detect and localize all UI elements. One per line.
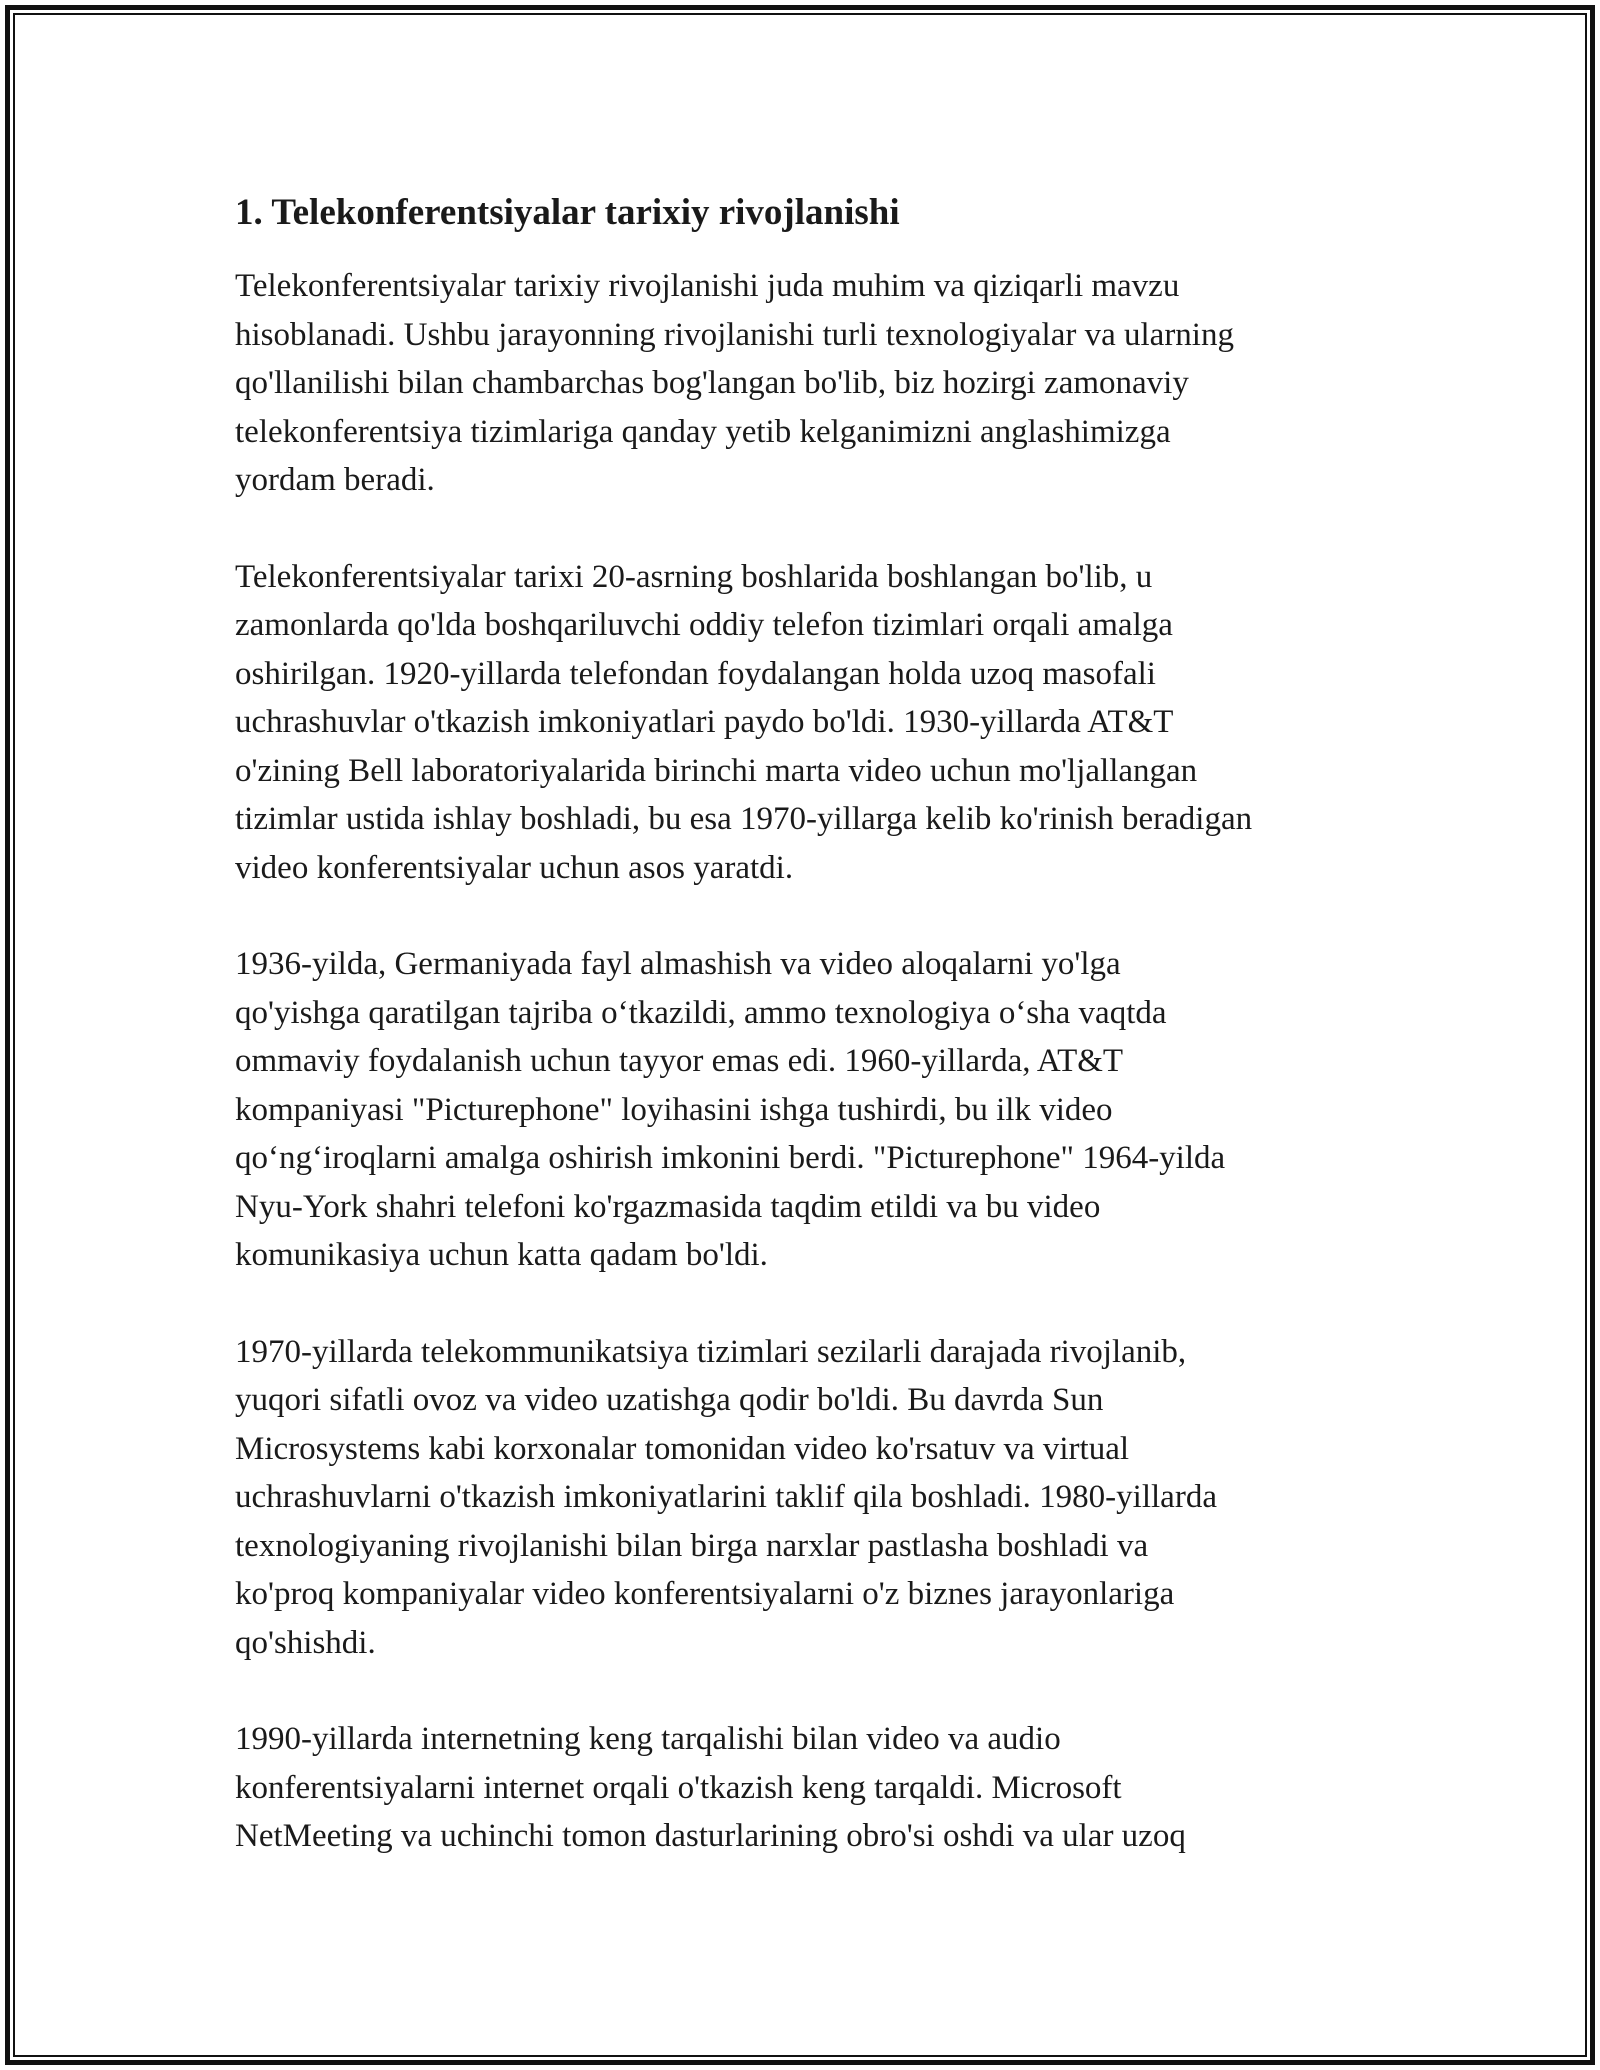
text-line: qo'llanilishi bilan chambarchas bog'langan bo'lib, biz hozirgi zamonaviy (235, 365, 1189, 401)
document-body (235, 188, 1375, 1909)
paragraph-5 (235, 1715, 1375, 1861)
text-line: Telekonferentsiyalar tarixi 20-asrning boshlarida boshlangan bo'lib, u (235, 558, 1153, 595)
text-line: 1990-yillarda internetning keng tarqalishi bilan video va audio (235, 1721, 1061, 1757)
text-line: uchrashuvlarni o'tkazish imkoniyatlarini taklif qila boshladi. 1980-yillarda (235, 1479, 1217, 1515)
text-line: qo'shishdi. (235, 1624, 376, 1661)
text-line: qo'yishga qaratilgan tajriba o‘tkazildi, ammo texnologiya o‘sha vaqtda (235, 994, 1167, 1031)
section-title: 1. Telekonferentsiyalar tarixiy rivojlanishi (235, 192, 900, 233)
text-line: NetMeeting va uchinchi tomon dasturlarining obro'si oshdi va ular uzoq (235, 1818, 1186, 1854)
text-line: telekonferentsiya tizimlariga qanday yetib kelganimizni anglashimizga (235, 413, 1171, 450)
paragraph-2 (235, 553, 1375, 893)
text-line: uchrashuvlar o'tkazish imkoniyatlari paydo bo'ldi. 1930-yillarda AT&T (235, 704, 1174, 740)
text-line: hisoblanadi. Ushbu jarayonning rivojlanishi turli texnologiyalar va ularning (235, 316, 1234, 353)
text-line: texnologiyaning rivojlanishi bilan birga narxlar pastlasha boshladi va (235, 1527, 1149, 1564)
paragraph-3 (235, 940, 1375, 1280)
text-line: 1970-yillarda telekommunikatsiya tizimlari sezilarli darajada rivojlanib, (235, 1333, 1187, 1370)
text-line: 1936-yilda, Germaniyada fayl almashish va video aloqalarni yo'lga (235, 946, 1121, 982)
text-line: Nyu-York shahri telefoni ko'rgazmasida taqdim etildi va bu video (235, 1188, 1101, 1225)
text-line: Telekonferentsiyalar tarixiy rivojlanishi juda muhim va qiziqarli mavzu (235, 268, 1180, 304)
text-line: konferentsiyalarni internet orqali o'tkazish keng tarqaldi. Microsoft (235, 1769, 1122, 1806)
paragraph-1 (235, 262, 1375, 505)
text-line: yordam beradi. (235, 462, 435, 498)
text-line: ko'proq kompaniyalar video konferentsiyalarni o'z biznes jarayonlariga (235, 1576, 1175, 1612)
text-line: qo‘ng‘iroqlarni amalga oshirish imkonini berdi. "Picturephone" 1964-yilda (235, 1140, 1226, 1176)
text-line: ommaviy foydalanish uchun tayyor emas edi. 1960-yillarda, AT&T (235, 1043, 1124, 1079)
text-line: zamonlarda qo'lda boshqariluvchi oddiy telefon tizimlari orqali amalga (235, 607, 1173, 643)
text-line: tizimlar ustida ishlay boshladi, bu esa 1970-yillarga kelib ko'rinish beradigan (235, 801, 1253, 837)
text-line: Microsystems kabi korxonalar tomonidan video ko'rsatuv va virtual (235, 1430, 1130, 1467)
text-line: kompaniyasi "Picturephone" loyihasini ishga tushirdi, bu ilk video (235, 1091, 1113, 1128)
text-line: o'zining Bell laboratoriyalarida birinchi marta video uchun mo'ljallangan (235, 752, 1198, 789)
paragraph-4 (235, 1328, 1375, 1668)
text-line: video konferentsiyalar uchun asos yaratdi. (235, 849, 794, 886)
text-line: komunikasiya uchun katta qadam bo'ldi. (235, 1237, 768, 1273)
text-line: yuqori sifatli ovoz va video uzatishga qodir bo'ldi. Bu davrda Sun (235, 1382, 1104, 1418)
text-line: oshirilgan. 1920-yillarda telefondan foydalangan holda uzoq masofali (235, 655, 1156, 692)
